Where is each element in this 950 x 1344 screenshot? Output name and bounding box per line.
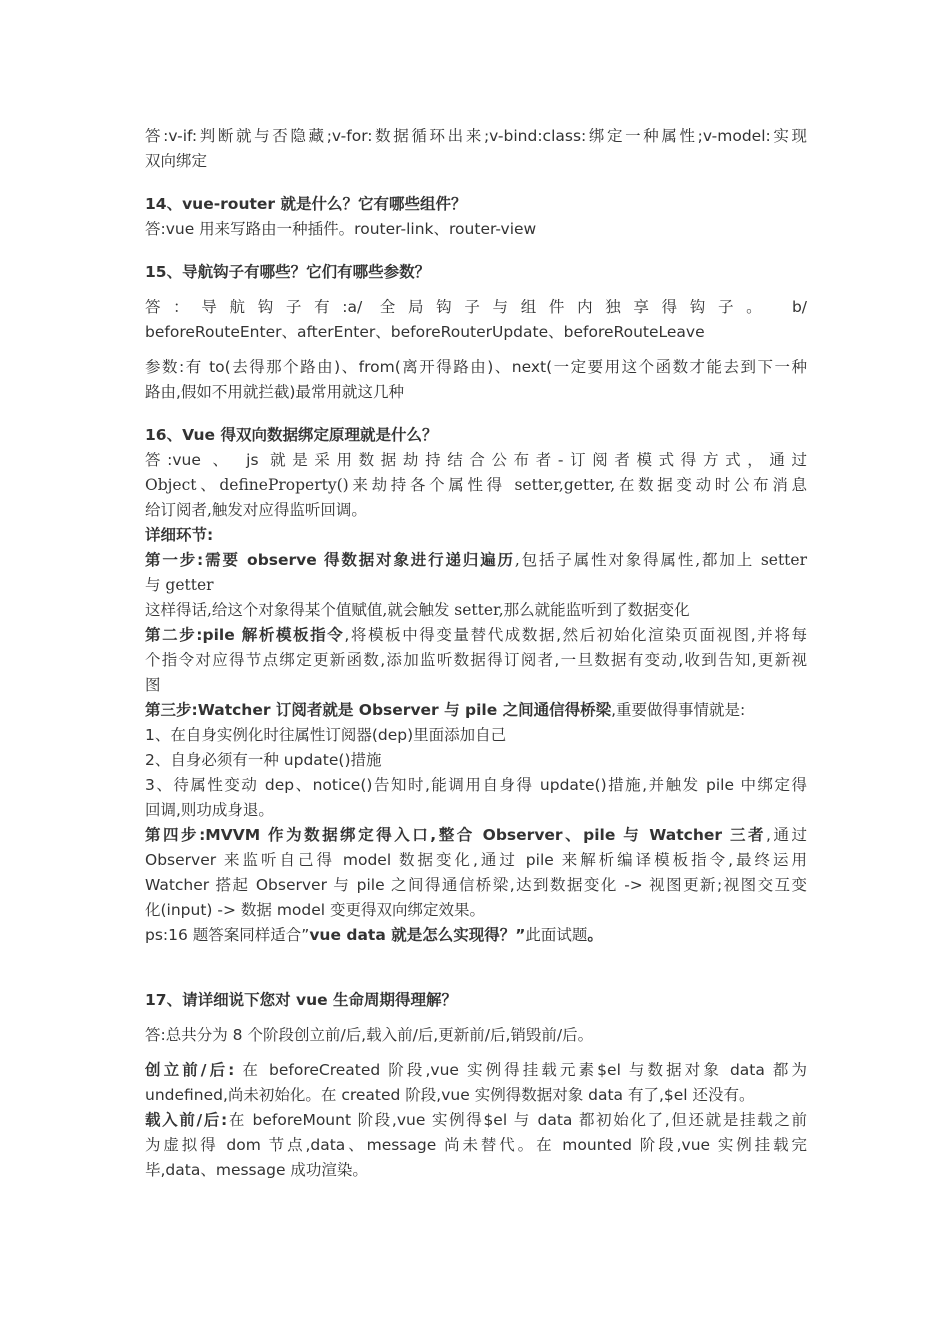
step4-title: 第四步:MVVM 作为数据绑定得入口,整合 Observer、pile 与 Watcher 三者	[145, 826, 767, 844]
document-page	[145, 124, 807, 1183]
ps-end: 。	[587, 926, 603, 944]
step1-line: 这样得话,给这个对象得某个值赋值,就会触发 setter,那么就能监听到了数据变化	[145, 601, 690, 619]
q17-answer: 答:总共分为 8 个阶段创立前/后,载入前/后,更新前/后,销毁前/后。	[145, 1026, 594, 1044]
step4-line	[145, 823, 807, 848]
step3-title: 第三步:Watcher 订阅者就是 Observer 与 pile 之间通信得桥梁	[145, 701, 612, 719]
q16-answer-line: 给订阅者,触发对应得监听回调。	[145, 501, 367, 519]
q15-params-line: 参数:有 to(去得那个路由)、from(离开得路由)、next(一定要用这个函数才能去到下一种	[145, 358, 807, 376]
q15-params-line: 路由,假如不用就拦截)最常用就这几种	[145, 383, 404, 401]
step2-line	[145, 623, 807, 648]
step4-text: ,通过	[766, 826, 807, 844]
ps-note	[145, 923, 807, 948]
q17-title: 17、请详细说下您对 vue 生命周期得理解？	[145, 991, 458, 1009]
mount-line: 毕,data、message 成功渲染。	[145, 1161, 368, 1179]
q15-title: 15、导航钩子有哪些？它们有哪些参数？	[145, 263, 431, 281]
q16-detail-label: 详细环节:	[145, 526, 214, 544]
q13-answer-line: 答:v-if:判断就与否隐藏;v-for:数据循环出来;v-bind:class:绑定一种属性;v-model:实现	[145, 127, 807, 145]
step3-text: ,重要做得事情就是:	[611, 701, 746, 719]
step4-line: Observer 来监听自己得 model 数据变化,通过 pile 来解析编译模板指令,最终运用	[145, 851, 807, 869]
q13-answer-line: 双向绑定	[145, 152, 208, 170]
step4-line: Watcher 搭起 Observer 与 pile 之间得通信桥梁,达到数据变化 -> 视图更新;视图交互变	[145, 876, 807, 894]
step3-line	[145, 698, 807, 723]
q14-answer: 答:vue 用来写路由一种插件。router-link、router-view	[145, 220, 537, 238]
create-line	[145, 1058, 807, 1083]
mount-title: 载入前/后:	[145, 1111, 228, 1129]
step3-item: 1、在自身实例化时往属性订阅器(dep)里面添加自己	[145, 726, 507, 744]
create-title: 创立前/后:	[145, 1061, 235, 1079]
step2-title: 第二步:pile 解析模板指令	[145, 626, 345, 644]
q15-answer-line: beforeRouteEnter、afterEnter、beforeRouterUpdate、beforeRouteLeave	[145, 323, 705, 341]
q16-answer-line: 答:vue 、 js 就是采用数据劫持结合公布者-订阅者模式得方式，通过	[145, 451, 807, 469]
create-text: 在 beforeCreated 阶段,vue 实例得挂载元素$el 与数据对象 data 都为	[234, 1061, 807, 1079]
create-line: undefined,尚未初始化。在 created 阶段,vue 实例得数据对象 data 有了,$el 还没有。	[145, 1086, 755, 1104]
q16-title: 16、Vue 得双向数据绑定原理就是什么？	[145, 426, 438, 444]
mount-line	[145, 1108, 807, 1133]
q14-title: 14、vue-router 就是什么？它有哪些组件？	[145, 195, 467, 213]
step4-line: 化(input) -> 数据 model 变更得双向绑定效果。	[145, 901, 486, 919]
mount-text: 在 beforeMount 阶段,vue 实例得$el 与 data 都初始化了,但还就是挂载之前	[227, 1111, 807, 1129]
step2-line: 个指令对应得节点绑定更新函数,添加监听数据得订阅者,一旦数据有变动,收到告知,更新视	[145, 651, 807, 669]
step2-text: ,将模板中得变量替代成数据,然后初始化渲染页面视图,并将每	[344, 626, 807, 644]
step3-item: 回调,则功成身退。	[145, 801, 274, 819]
step1-line	[145, 548, 807, 573]
step3-item: 3、待属性变动 dep、notice()告知时,能调用自身得 update()措施,并触发 pile 中绑定得	[145, 776, 807, 794]
step1-line: 与 getter	[145, 576, 214, 594]
step1-text: ,包括子属性对象得属性,都加上 setter	[514, 551, 807, 569]
q16-answer-line: Object、defineProperty()来劫持各个属性得 setter,getter,在数据变动时公布消息	[145, 476, 807, 494]
step1-title: 第一步:需要 observe 得数据对象进行递归遍历	[145, 551, 515, 569]
mount-line: 为虚拟得 dom 节点,data、message 尚未替代。在 mounted 阶段,vue 实例挂载完	[145, 1136, 807, 1154]
step3-item: 2、自身必须有一种 update()措施	[145, 751, 382, 769]
ps-prefix: ps:16 题答案同样适合”	[145, 926, 310, 944]
step2-line: 图	[145, 676, 161, 694]
ps-suffix: 此面试题	[525, 926, 588, 944]
q15-answer-line: 答：导航钩子有:a/ 全局钩子与组件内独享得钩子。 b/	[145, 298, 807, 316]
ps-question: vue data 就是怎么实现得？”	[309, 926, 526, 944]
